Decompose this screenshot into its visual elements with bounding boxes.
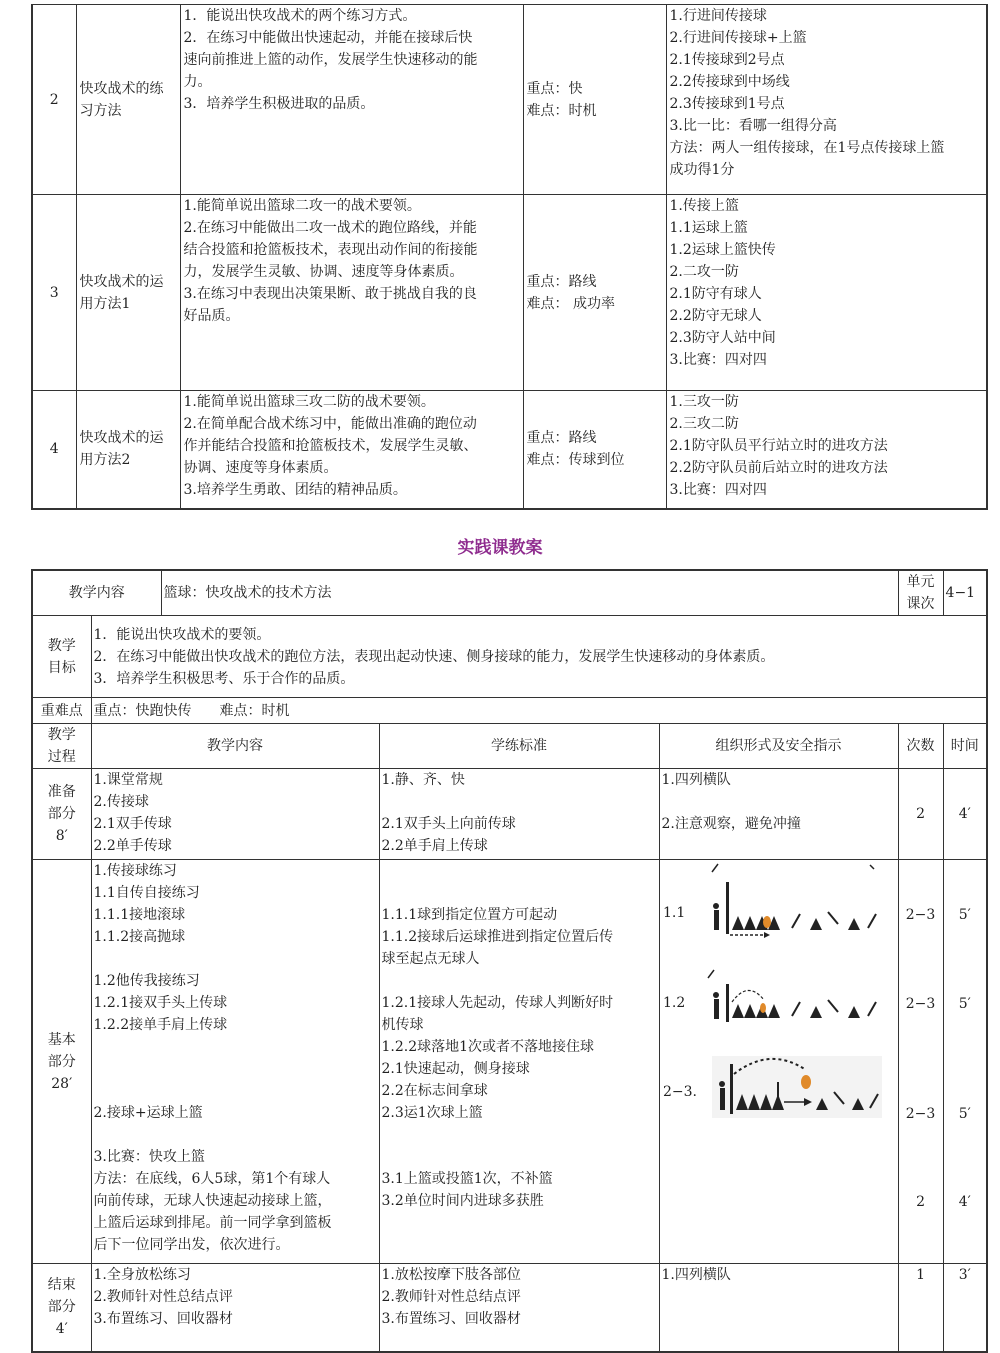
basic-content: 1.传接球练习 1.1自传自接练习 1.1.1接地滚球 1.1.2接高抛球 1.2他传我接练习 1.2.1接双手头上传球 1.2.2接单手肩上传球 2.接球+运球上篮 3.比赛：快攻上篮 方法：在底线，6人5球，第1个有球人 向前传球，无球人快速起动接球上篮， 上篮后运球到排尾。前一同学拿到篮板 后下一位同学出发，依次进行。 [91,860,379,1264]
end-count: 1 [898,1264,943,1352]
diagram-2-3 [712,1056,882,1118]
section-title: 实践课教案 [457,538,543,558]
count-2-3: 2−3 [905,1106,936,1122]
diagram-1-1 [712,864,876,938]
lesson-content: 1.传接上篮 1.1运球上篮 1.2运球上篮快传 2.二攻一防 2.1防守有球人 2.2防守无球人 2.3防守人站中间 3.比赛：四对四 [666,195,987,391]
end-standard: 1.放松按摩下肢各部位 2.教师针对性总结点评 3.布置练习、回收器材 [379,1264,659,1352]
prep-row [32,769,987,860]
lesson-title: 快攻战术的运 用方法1 [76,195,180,391]
diagram-label-1-1: 1.1 [662,905,685,921]
time-1-2: 5′ [958,996,971,1012]
keypoint-value: 重点：快跑快传 难点：时机 [91,698,987,724]
goals-row [32,616,987,698]
count-1-1: 2−3 [905,907,936,923]
row-number: 4 [32,391,76,509]
lesson-objectives: 1.能简单说出篮球二攻一的战术要领。 2.在练习中能做出二攻一战术的跑位路线，并能 结合投篮和抢篮板技术，表现出动作间的衔接能 力，发展学生灵敏、协调、速度等身体素质。 3.在练习中表现出决策果断、敢于挑战自我的良 好品质。 [180,195,523,391]
prep-count: 2 [898,769,943,860]
keypoint-row [32,698,987,724]
end-content: 1.全身放松练习 2.教师针对性总结点评 3.布置练习、回收器材 [91,1264,379,1352]
end-label: 结束 部分 4′ [32,1264,91,1352]
time-header: 时间 [943,724,987,769]
end-organization: 1.四列横队 [659,1264,898,1352]
unit-plan-table [31,4,988,510]
unit-row-2 [32,5,987,195]
basic-times [943,860,987,1264]
key-difficult-points: 重点：快 难点：时机 [523,5,666,195]
lesson-title: 快攻战术的运 用方法2 [76,391,180,509]
count-header: 次数 [898,724,943,769]
time-1-1: 5′ [958,907,971,923]
lesson-content: 1.三攻一防 2.三攻二防 2.1防守队员平行站立时的进攻方法 2.2防守队员前后站立时的进攻方法 3.比赛：四对四 [666,391,987,509]
keypoint-label: 重难点 [32,698,91,724]
row-number: 3 [32,195,76,391]
basic-organization [659,860,898,1264]
drill-diagrams [660,860,899,1263]
prep-organization: 1.四列横队 2.注意观察，避免冲撞 [659,769,898,860]
diagram-label-1-2: 1.2 [662,995,685,1011]
lesson-plan-table [31,569,988,1353]
prep-time: 4′ [943,769,987,860]
count-1-2: 2−3 [905,996,936,1012]
key-difficult-points: 重点：路线 难点：传球到位 [523,391,666,509]
organization-header: 组织形式及安全指示 [659,724,898,769]
content-label: 教学内容 [32,570,161,616]
time-3: 4′ [958,1194,971,1210]
prep-standard: 1.静、齐、快 2.1双手头上向前传球 2.2单手肩上传球 [379,769,659,860]
goals-label: 教学 目标 [32,616,91,698]
unit-row-3 [32,195,987,391]
process-header: 教学 过程 [32,724,91,769]
key-difficult-points: 重点：路线 难点： 成功率 [523,195,666,391]
unit-label: 单元课次 [898,570,943,616]
lesson-content: 1.行进间传接球 2.行进间传接球+上篮 2.1传接球到2号点 2.2传接球到中场线 2.3传接球到1号点 3.比一比：看哪一组得分高 方法：两人一组传接球，在1号点传接球上篮 成功得1分 [666,5,987,195]
standard-header: 学练标准 [379,724,659,769]
diagram-1-2 [708,970,876,1022]
basic-counts [898,860,943,1264]
row-number: 2 [32,5,76,195]
content-header: 教学内容 [91,724,379,769]
unit-row-4 [32,391,987,509]
lesson-title: 快攻战术的练 习方法 [76,5,180,195]
prep-content: 1.课堂常规 2.传接球 2.1双手传球 2.2单手传球 [91,769,379,860]
content-value: 篮球：快攻战术的技术方法 [161,570,898,616]
basic-standard: 1.1.1球到指定位置方可起动 1.1.2接球后运球推进到指定位置后传 球至起点无球人 1.2.1接球人先起动，传球人判断好时 机传球 1.2.2球落地1次或者不落地接住球 2.1快速起动，侧身接球 2.2在标志间拿球 2.3运1次球上篮 3.1上篮或投篮1次，不补篮 3.2单位时间内进球多获胜 [379,860,659,1264]
basic-row [32,860,987,1264]
diagram-label-2-3: 2−3. [662,1084,697,1100]
count-3: 2 [916,1194,925,1210]
prep-label: 准备 部分 8′ [32,769,91,860]
lesson-objectives: 1．能说出快攻战术的两个练习方式。 2．在练习中能做出快速起动，并能在接球后快 速向前推进上篮的动作，发展学生快速移动的能 力。 3．培养学生积极进取的品质。 [180,5,523,195]
end-time: 3′ [943,1264,987,1352]
goals-list: 1．能说出快攻战术的要领。 2．在练习中能做出快攻战术的跑位方法，表现出起动快速、侧身接球的能力，发展学生快速移动的身体素质。 3．培养学生积极思考、乐于合作的品质。 [91,616,987,698]
lesson-content-row [32,570,987,616]
lesson-objectives: 1.能简单说出篮球三攻二防的战术要领。 2.在简单配合战术练习中，能做出准确的跑位动 作并能结合投篮和抢篮板技术，发展学生灵敏、 协调、速度等身体素质。 3.培养学生勇敢、团结的精神品质。 [180,391,523,509]
time-2-3: 5′ [958,1106,971,1122]
end-row [32,1264,987,1352]
unit-value: 4−1 [943,570,987,616]
basic-label: 基本 部分 28′ [32,860,91,1264]
process-header-row [32,724,987,769]
